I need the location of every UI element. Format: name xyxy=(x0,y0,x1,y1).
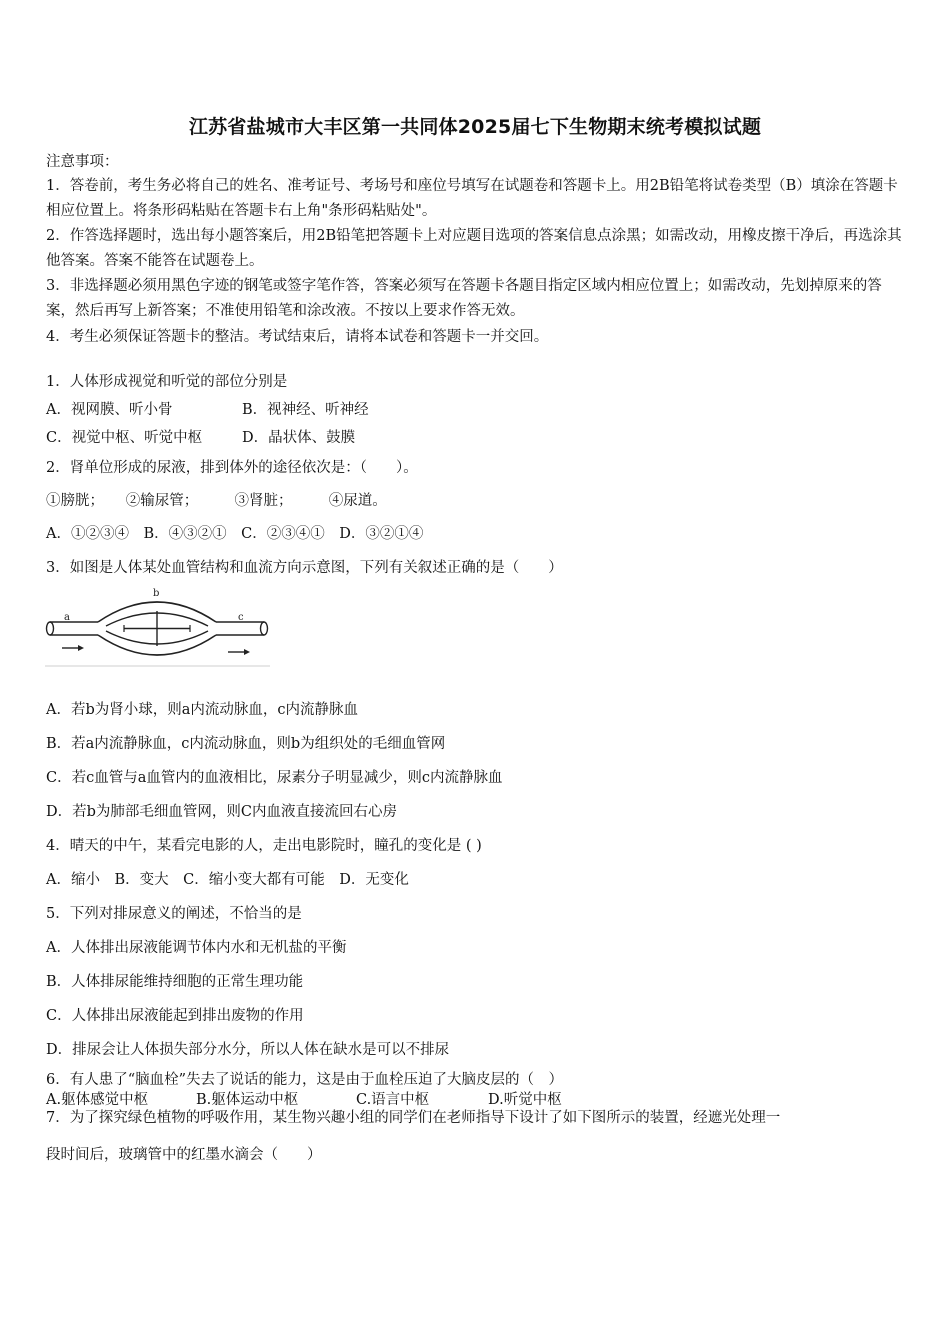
label-b: b xyxy=(153,588,160,599)
q4-stem: 4．晴天的中午，某看完电影的人，走出电影院时，瞳孔的变化是 ( ) xyxy=(46,838,482,854)
q3-option-a: A．若b为肾小球，则a内流动脉血，c内流静脉血 xyxy=(46,702,359,718)
q5-option-a: A．人体排出尿液能调节体内水和无机盐的平衡 xyxy=(46,940,347,956)
q6-option-a: A.躯体感觉中枢 xyxy=(46,1092,149,1108)
notice-item-4: 4．考生必须保证答题卡的整洁。考试结束后，请将本试卷和答题卡一并交回。 xyxy=(46,329,549,345)
q2-stem: 2．肾单位形成的尿液，排到体外的途径依次是：（ ）。 xyxy=(46,460,418,476)
notice-item-2: 2．作答选择题时，选出每小题答案后，用2B铅笔把答题卡上对应题目选项的答案信息点涂黑；如需改动，用橡皮擦干净后，再选涂其他答案。答案不能答在试题卷上。 xyxy=(46,228,902,269)
q7-stem-line2: 段时间后，玻璃管中的红墨水滴会（ ） xyxy=(46,1147,322,1163)
q3-option-d: D．若b为肺部毛细血管网，则C内血液直接流回右心房 xyxy=(46,804,397,820)
blood-vessel-diagram xyxy=(44,588,270,672)
q1-option-b: B．视神经、听神经 xyxy=(242,402,369,418)
q1-options-row2 xyxy=(46,426,355,447)
q1-stem: 1．人体形成视觉和听觉的部位分别是 xyxy=(46,374,288,390)
notice-item-3: 3．非选择题必须用黑色字迹的钢笔或签字笔作答，答案必须写在答题卡各题目指定区域内相应位置上；如需改动，先划掉原来的答案，然后再写上新答案；不准使用铅笔和涂改液。不按以上要求作答无效。 xyxy=(46,278,882,319)
q1-option-d: D．晶状体、鼓膜 xyxy=(242,430,356,446)
q1-options-row1 xyxy=(46,398,369,419)
q1-option-c: C．视觉中枢、听觉中枢 xyxy=(46,430,203,446)
q3-stem: 3．如图是人体某处血管结构和血流方向示意图，下列有关叙述正确的是（ ） xyxy=(46,560,563,576)
q7-stem-line1: 7．为了探究绿色植物的呼吸作用，某生物兴趣小组的同学们在老师指导下设计了如下图所示的装置，经遮光处理一 xyxy=(46,1110,781,1126)
label-a: a xyxy=(64,612,70,623)
q1-option-a: A．视网膜、听小骨 xyxy=(46,402,173,418)
q6-option-b: B.躯体运动中枢 xyxy=(196,1092,299,1108)
q5-option-d: D．排尿会让人体损失部分水分，所以人体在缺水是可以不排尿 xyxy=(46,1042,450,1058)
page-title: 江苏省盐城市大丰区第一共同体2025届七下生物期末统考模拟试题 xyxy=(188,116,762,138)
q6-stem: 6．有人患了“脑血栓”失去了说话的能力，这是由于血栓压迫了大脑皮层的（ ） xyxy=(46,1072,564,1088)
q5-option-c: C．人体排出尿液能起到排出废物的作用 xyxy=(46,1008,304,1024)
q6-option-c: C.语言中枢 xyxy=(356,1092,430,1108)
notice-item-1: 1．答卷前，考生务必将自己的姓名、准考证号、考场号和座位号填写在试题卷和答题卡上。用2B铅笔将试卷类型（B）填涂在答题卡相应位置上。将条形码粘贴在答题卡右上角"条形码粘贴处"。 xyxy=(46,178,898,219)
q3-option-b: B．若a内流静脉血，c内流动脉血，则b为组织处的毛细血管网 xyxy=(46,736,446,752)
q2-options: A．①②③④ B．④③②① C．②③④① D．③②①④ xyxy=(46,526,424,542)
q4-options: A．缩小 B．变大 C．缩小变大都有可能 D．无变化 xyxy=(46,872,409,888)
q3-option-c: C．若c血管与a血管内的血液相比，尿素分子明显减少，则c内流静脉血 xyxy=(46,770,503,786)
q6-options xyxy=(46,1088,562,1109)
label-c: c xyxy=(238,612,244,623)
q6-option-d: D.听觉中枢 xyxy=(488,1092,562,1108)
notice-heading: 注意事项： xyxy=(46,154,119,170)
q5-option-b: B．人体排尿能维持细胞的正常生理功能 xyxy=(46,974,304,990)
q5-stem: 5．下列对排尿意义的阐述，不恰当的是 xyxy=(46,906,302,922)
q2-items: ①膀胱； ②输尿管； ③肾脏； ④尿道。 xyxy=(46,493,387,509)
